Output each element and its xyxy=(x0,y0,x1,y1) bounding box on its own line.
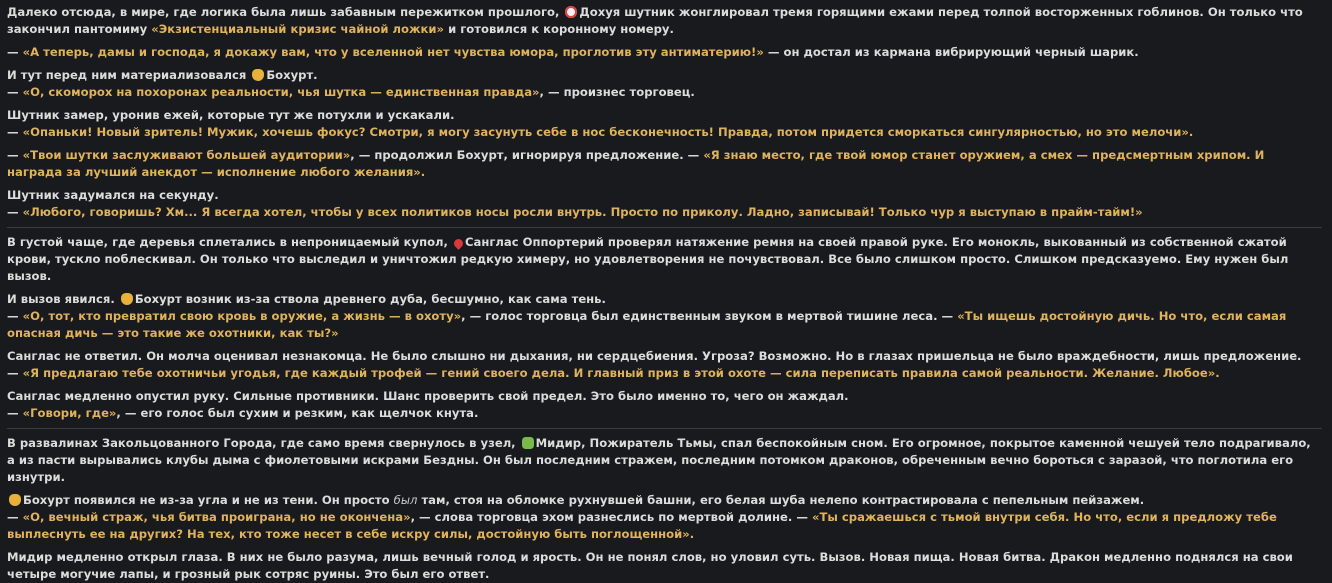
narration-text: Санглас Оппортерий проверял натяжение ремня на своей правой руке. Его монокль, выкованный из собственной сжатой крови, тускло поблескивал. Он только что выследил и уничтожил редкую химеру, но удовлетворения не почувствовал. Все было слишком просто. Слишком предсказуемо. Ему нужен был вызов. xyxy=(7,235,1289,283)
paragraph xyxy=(7,67,1322,101)
money-bag-icon xyxy=(252,69,264,81)
dash: — xyxy=(7,406,19,420)
money-bag-icon xyxy=(9,494,21,506)
paragraph xyxy=(7,348,1322,382)
dash: — xyxy=(7,309,19,323)
quote-text: «О, скоморох на похоронах реальности, чья шутка — единственная правда» xyxy=(22,85,540,99)
paragraph xyxy=(7,44,1322,61)
narration-text: Санглас не ответил. Он молча оценивал незнакомца. Не было слышно ни дыхания, ни сердцебиения. Угроза? Возможно. Но в глазах пришельца не было враждебности, лишь предложение. xyxy=(7,349,1302,363)
quote-text: «Твои шутки заслуживают большей аудитории» xyxy=(22,148,351,162)
narration-text: И вызов явился. xyxy=(7,292,115,306)
narration-text: Мидир, Пожиратель Тьмы, спал беспокойным сном. Его огромное, покрытое каменной чешуей тело подрагивало, а из пасти вырывались клубы дыма с фиолетовыми искрами Бездны. Он был последним стражем, последним потомком драконов, обреченным вечно бороться с заразой, что поглотила его изнутри. xyxy=(7,436,1311,484)
narration-text: Дохуя шутник жонглировал тремя горящими ежами перед толпой восторженных гоблинов. Он только что закончил пантомиму xyxy=(7,5,1303,36)
dash: — xyxy=(7,85,19,99)
narration-text: Мидир медленно открыл глаза. В них не было разума, лишь вечный голод и ярость. Он не понял слов, но уловил суть. Вызов. Новая пища. Новая битва. Дракон медленно поднялся на свои четыре могучие лапы, и грозный рык сотряс руины. Это был его ответ. xyxy=(7,550,1293,581)
blood-drop-icon xyxy=(452,237,465,250)
paragraph xyxy=(7,388,1322,422)
narration-text: Шутник замер, уронив ежей, которые тут же потухли и ускакали. xyxy=(7,108,455,122)
story-block-hunter xyxy=(7,227,1322,422)
story-block-dragon xyxy=(7,428,1322,583)
dash: — xyxy=(7,148,19,162)
narration-text: и готовился к коронному номеру. xyxy=(448,22,674,36)
quote-text: «Ты ищешь достойную дичь. Но что, если самая опасная дичь — это такие же охотники, как ты?» xyxy=(7,309,1287,340)
clown-icon xyxy=(565,6,577,18)
quote-text: «Любого, говоришь? Хм... Я всегда хотел, чтобы у всех политиков носы росли внутрь. Просто по приколу. Ладно, записывай! Только чур я выступаю в прайм-тайм!» xyxy=(22,205,1143,219)
quote-text: «О, вечный страж, чья битва проиграна, но не окончена» xyxy=(22,510,411,524)
story-block-jester xyxy=(7,4,1322,221)
dash: — xyxy=(7,125,19,139)
paragraph xyxy=(7,291,1322,342)
paragraph xyxy=(7,107,1322,141)
paragraph xyxy=(7,187,1322,221)
quote-text: «Экзистенциальный кризис чайной ложки» xyxy=(151,22,445,36)
dragon-icon xyxy=(522,437,534,449)
paragraph xyxy=(7,234,1322,285)
quote-text: «Опаньки! Новый зритель! Мужик, хочешь фокус? Смотри, я могу засунуть себе в нос бесконечность! Правда, потом придется сморкаться сингулярностью, но это мелочи». xyxy=(22,125,1194,139)
narration-text: И тут перед ним материализовался xyxy=(7,68,247,82)
narration-text: , — его голос был сухим и резким, как щелчок кнута. xyxy=(116,406,479,420)
narration-text: , — произнес торговец. xyxy=(539,85,695,99)
paragraph xyxy=(7,147,1322,181)
narration-text: Бохурт возник из-за ствола древнего дуба, бесшумно, как сама тень. xyxy=(134,292,606,306)
narration-text: , — голос торговца был единственным звуком в мертвой тишине леса. — xyxy=(461,309,954,323)
narration-text: , — продолжил Бохурт, игнорируя предложение. — xyxy=(350,148,700,162)
dash: — xyxy=(7,510,19,524)
quote-text: «Ты сражаешься с тьмой внутри себя. Но что, если я предложу тебе выплеснуть ее на других? На тех, кто тоже несет в себе искру силы, достойную быть поглощенной». xyxy=(7,510,1277,541)
narration-text: В развалинах Закольцованного Города, где само время свернулось в узел, xyxy=(7,436,516,450)
dash: — xyxy=(7,205,19,219)
narration-text: Шутник задумался на секунду. xyxy=(7,188,219,202)
quote-text: «А теперь, дамы и господа, я докажу вам, что у вселенной нет чувства юмора, проглотив эту антиматерию!» xyxy=(22,45,764,59)
emphasis-text: был xyxy=(393,493,418,507)
quote-text: «О, тот, кто превратил свою кровь в оружие, а жизнь — в охоту» xyxy=(22,309,462,323)
narration-text: Бохурт. xyxy=(266,68,318,82)
narration-text: — он достал из кармана вибрирующий черный шарик. xyxy=(767,45,1139,59)
paragraph xyxy=(7,492,1322,543)
quote-text: «Говори, где» xyxy=(22,406,117,420)
narration-text: , — слова торговца эхом разнеслись по мертвой долине. — xyxy=(410,510,808,524)
money-bag-icon xyxy=(121,293,133,305)
narration-text: В густой чаще, где деревья сплетались в непроницаемый купол, xyxy=(7,235,448,249)
dash: — xyxy=(7,45,19,59)
paragraph xyxy=(7,4,1322,38)
dash: — xyxy=(7,366,19,380)
quote-text: «Я предлагаю тебе охотничьи угодья, где каждый трофей — гений своего дела. И главный приз в этой охоте — сила переписать правила самой реальности. Желание. Любое». xyxy=(22,366,1220,380)
paragraph xyxy=(7,435,1322,486)
narration-text: Далеко отсюда, в мире, где логика была лишь забавным пережитком прошлого, xyxy=(7,5,560,19)
quote-text: «Я знаю место, где твой юмор станет оружием, а смех — предсмертным хрипом. И награда за лучший анекдот — исполнение любого желания». xyxy=(7,148,1265,179)
narration-text: Санглас медленно опустил руку. Сильные противники. Шанс проверить свой предел. Это было именно то, чего он жаждал. xyxy=(7,389,849,403)
narration-text: Бохурт появился не из-за угла и не из тени. Он просто xyxy=(23,493,390,507)
narration-text: там, стоя на обломке рухнувшей башни, его белая шуба нелепо контрастировала с пепельным пейзажем. xyxy=(421,493,1145,507)
